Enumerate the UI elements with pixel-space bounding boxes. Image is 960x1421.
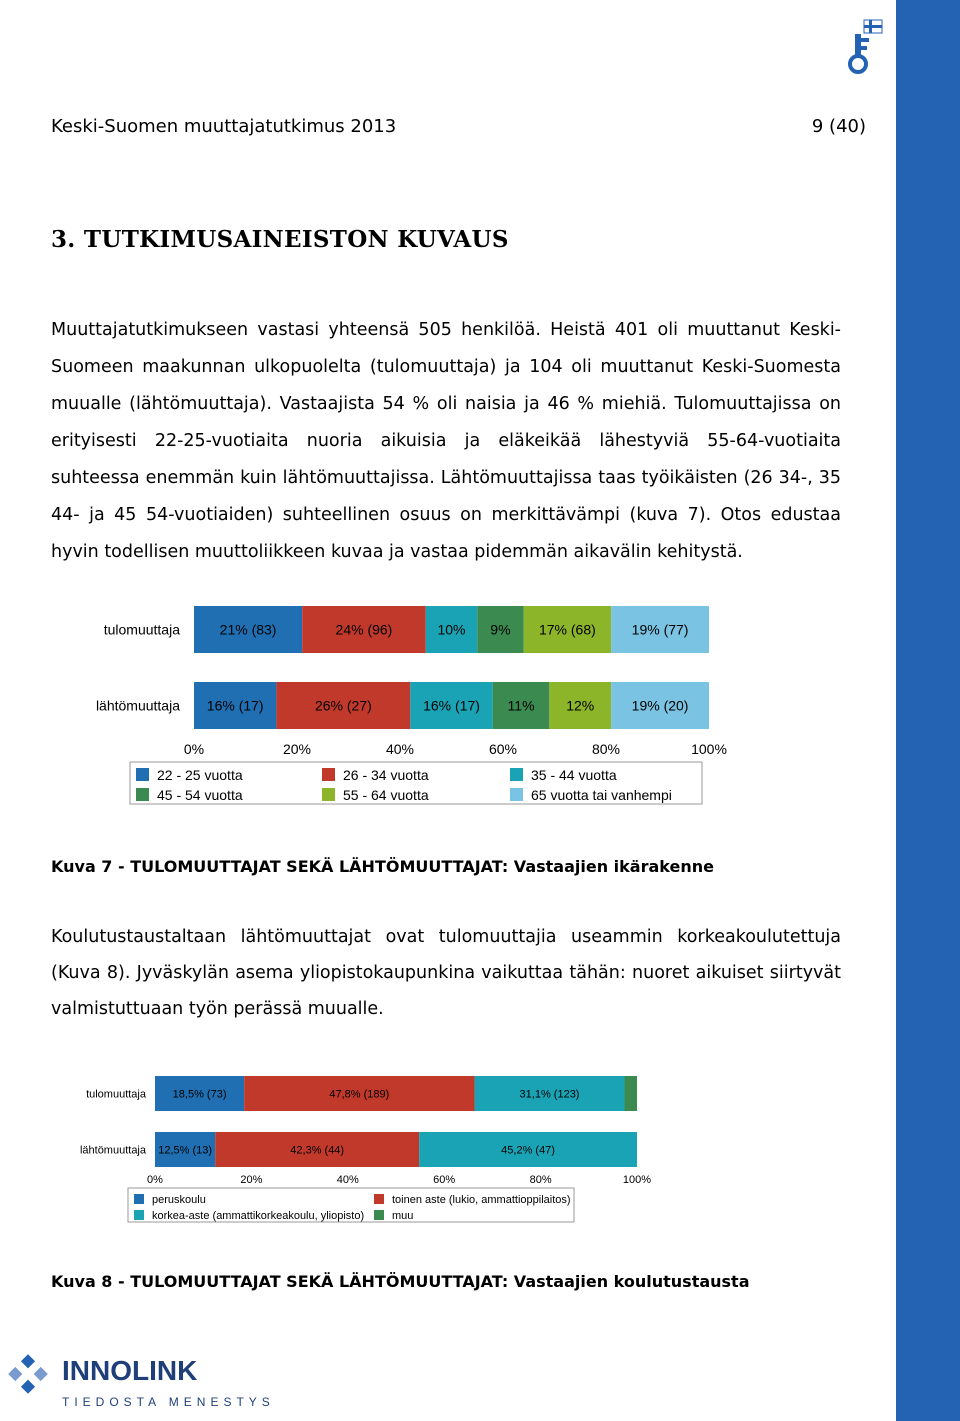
legend-label: 45 - 54 vuotta	[157, 787, 243, 803]
page-number: 9 (40)	[811, 116, 866, 137]
legend-swatch	[510, 768, 523, 781]
bar-segment	[624, 1076, 637, 1111]
legend-swatch	[136, 768, 149, 781]
data-label: 21% (83)	[219, 621, 277, 638]
category-label: tulomuuttaja	[86, 1088, 146, 1101]
data-label: 9%	[490, 621, 511, 638]
data-label: 19% (20)	[631, 697, 689, 714]
legend-swatch	[374, 1194, 384, 1204]
legend-swatch	[136, 788, 149, 801]
page-header	[51, 116, 866, 137]
data-label: 42,3% (44)	[290, 1144, 345, 1157]
legend-label: 65 vuotta tai vanhempi	[531, 787, 672, 803]
data-label: 12,5% (13)	[158, 1144, 213, 1157]
legend-swatch	[322, 768, 335, 781]
data-label: 18,5% (73)	[172, 1088, 227, 1101]
tick-label: 60%	[433, 1174, 456, 1186]
paragraph-1: Muuttajatutkimukseen vastasi yhteensä 505 henkilöä. Heistä 401 oli muuttanut Keski-Suomeen maakunnan ulkopuolelta (tulomuuttaja) ja 104 oli muuttanut Keski-Suomesta muualle (lähtömuuttaja). Vastaajista 54 % oli naisia ja 46 % miehiä. Tulomuuttajissa on erityisesti 22-25-vuotiaita nuoria aikuisia ja eläkeikää lähestyviä 55-64-vuotiaita suhteessa enemmän kuin lähtömuuttajissa. Lähtömuuttajissa taas työikäisten (26 34-, 35 44- ja 45 54-vuotiaiden) suhteellinen osuus on merkittävämpi (kuva 7). Otos edustaa hyvin todellisen muuttoliikkeen kuvaa ja vastaa pidemmän aikavälin kehitystä.	[51, 320, 841, 562]
legend-swatch	[134, 1194, 144, 1204]
category-label: lähtömuuttaja	[95, 697, 180, 714]
data-label: 12%	[566, 697, 595, 714]
legend-swatch	[134, 1210, 144, 1220]
data-label: 10%	[437, 621, 466, 638]
tick-label: 80%	[529, 1174, 552, 1186]
innolink-logo	[6, 1346, 275, 1416]
tick-label: 20%	[282, 741, 312, 757]
legend-swatch	[322, 788, 335, 801]
legend-swatch	[374, 1210, 384, 1220]
category-label: lähtömuuttaja	[79, 1144, 146, 1157]
legend-swatch	[510, 788, 523, 801]
logo-tagline: TIEDOSTA MENESTYS	[62, 1395, 275, 1409]
legend-label: peruskoulu	[152, 1194, 206, 1206]
figure-caption-8: Kuva 8 - TULOMUUTTAJAT SEKÄ LÄHTÖMUUTTAJAT: Vastaajien koulutustausta	[51, 1272, 750, 1291]
document-title: Keski-Suomen muuttajatutkimus 2013	[51, 116, 397, 137]
tick-label: 40%	[336, 1174, 359, 1186]
tick-label: 20%	[240, 1174, 263, 1186]
legend-label: 35 - 44 vuotta	[531, 767, 617, 783]
legend-label: 26 - 34 vuotta	[343, 767, 429, 783]
figure-caption-7: Kuva 7 - TULOMUUTTAJAT SEKÄ LÄHTÖMUUTTAJAT: Vastaajien ikärakenne	[51, 857, 714, 876]
tick-label: 0%	[183, 741, 205, 757]
data-label: 47,8% (189)	[329, 1088, 390, 1101]
tick-label: 100%	[691, 741, 727, 757]
logo-wordmark: INNOLINK	[62, 1355, 198, 1386]
finland-key-logo	[838, 16, 888, 76]
sidebar-stripe	[896, 0, 960, 1421]
data-label: 19% (77)	[631, 621, 689, 638]
legend-label: toinen aste (lukio, ammattioppilaitos)	[392, 1194, 571, 1206]
legend-label: korkea-aste (ammattikorkeakoulu, yliopisto)	[152, 1210, 365, 1222]
category-label: tulomuuttaja	[103, 621, 180, 638]
education-chart	[0, 1070, 860, 1230]
tick-label: 100%	[622, 1174, 652, 1186]
tick-label: 40%	[385, 741, 415, 757]
legend-label: 55 - 64 vuotta	[343, 787, 429, 803]
tick-label: 80%	[591, 741, 621, 757]
tick-label: 60%	[488, 741, 518, 757]
legend-label: 22 - 25 vuotta	[157, 767, 243, 783]
data-label: 16% (17)	[206, 697, 264, 714]
data-label: 24% (96)	[335, 621, 393, 638]
data-label: 11%	[507, 697, 535, 714]
age-structure-chart	[0, 598, 860, 813]
legend-label: muu	[392, 1210, 414, 1222]
data-label: 26% (27)	[314, 697, 372, 714]
data-label: 31,1% (123)	[519, 1088, 580, 1101]
paragraph-2: Koulutustaustaltaan lähtömuuttajat ovat tulomuuttajia useammin korkeakoulutettuja (Kuva 8). Jyväskylän asema yliopistokaupunkina vaikuttaa tähän: nuoret aikuiset siirtyvät valmistuttuaan työn perässä muualle.	[51, 927, 841, 1019]
data-label: 17% (68)	[538, 621, 596, 638]
tick-label: 0%	[147, 1174, 163, 1186]
data-label: 45,2% (47)	[501, 1144, 555, 1157]
data-label: 16% (17)	[423, 697, 480, 714]
section-heading: 3. TUTKIMUSAINEISTON KUVAUS	[51, 226, 509, 253]
